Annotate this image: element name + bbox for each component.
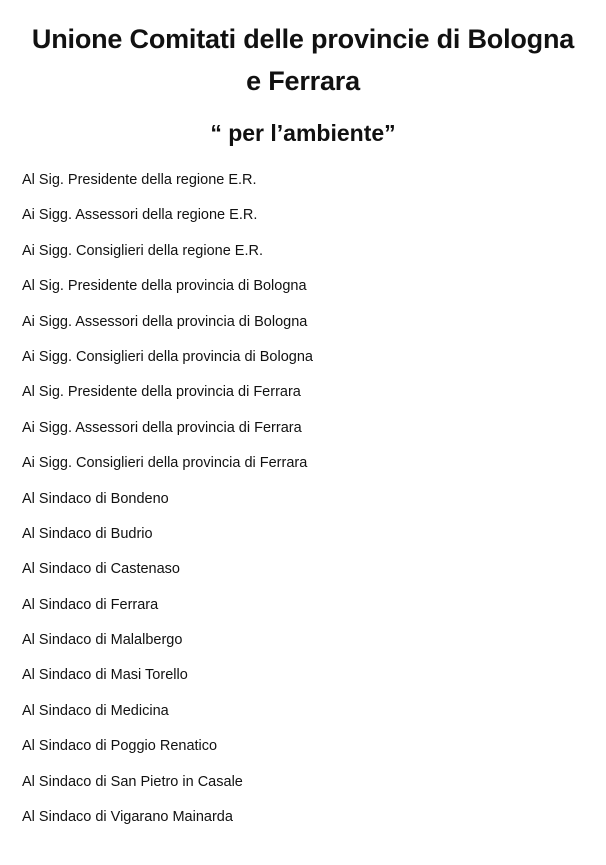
- document-title-line-1: Unione Comitati delle provincie di Bologna: [31, 24, 575, 54]
- recipient-item: Al Sindaco di Medicina: [22, 702, 169, 719]
- recipient-item: Ai Sigg. Assessori della regione E.R.: [22, 207, 258, 224]
- recipient-item: Al Sindaco di Castenaso: [22, 561, 180, 578]
- recipient-list: [22, 170, 313, 842]
- recipient-item: Al Sig. Presidente della provincia di Ferrara: [22, 384, 301, 401]
- recipient-item: Ai Sigg. Consiglieri della provincia di Ferrara: [22, 455, 308, 472]
- recipient-item: Al Sig. Presidente della provincia di Bologna: [22, 278, 307, 295]
- recipient-item: Al Sindaco di Ferrara: [22, 596, 159, 613]
- recipient-item: Al Sindaco di Masi Torello: [22, 667, 188, 684]
- document-title-line-2: e Ferrara: [246, 66, 360, 96]
- recipient-item: Al Sindaco di Poggio Renatico: [22, 738, 218, 755]
- recipient-item: Al Sindaco di Malalbergo: [22, 632, 183, 649]
- recipient-item: Ai Sigg. Consiglieri della regione E.R.: [22, 242, 263, 259]
- recipient-item: Al Sindaco di Vigarano Mainarda: [22, 809, 233, 826]
- recipient-item: Ai Sigg. Assessori della provincia di Ferrara: [22, 419, 302, 436]
- recipient-item: Al Sindaco di Budrio: [22, 525, 153, 542]
- recipient-item: Al Sig. Presidente della regione E.R.: [22, 172, 257, 188]
- recipient-item: Ai Sigg. Consiglieri della provincia di Bologna: [22, 348, 313, 365]
- document-subtitle: “ per l’ambiente”: [210, 120, 396, 146]
- recipient-item: Al Sindaco di Bondeno: [22, 490, 169, 507]
- recipient-item: Al Sindaco di San Pietro in Casale: [22, 773, 243, 790]
- recipient-item: Ai Sigg. Assessori della provincia di Bologna: [22, 313, 308, 330]
